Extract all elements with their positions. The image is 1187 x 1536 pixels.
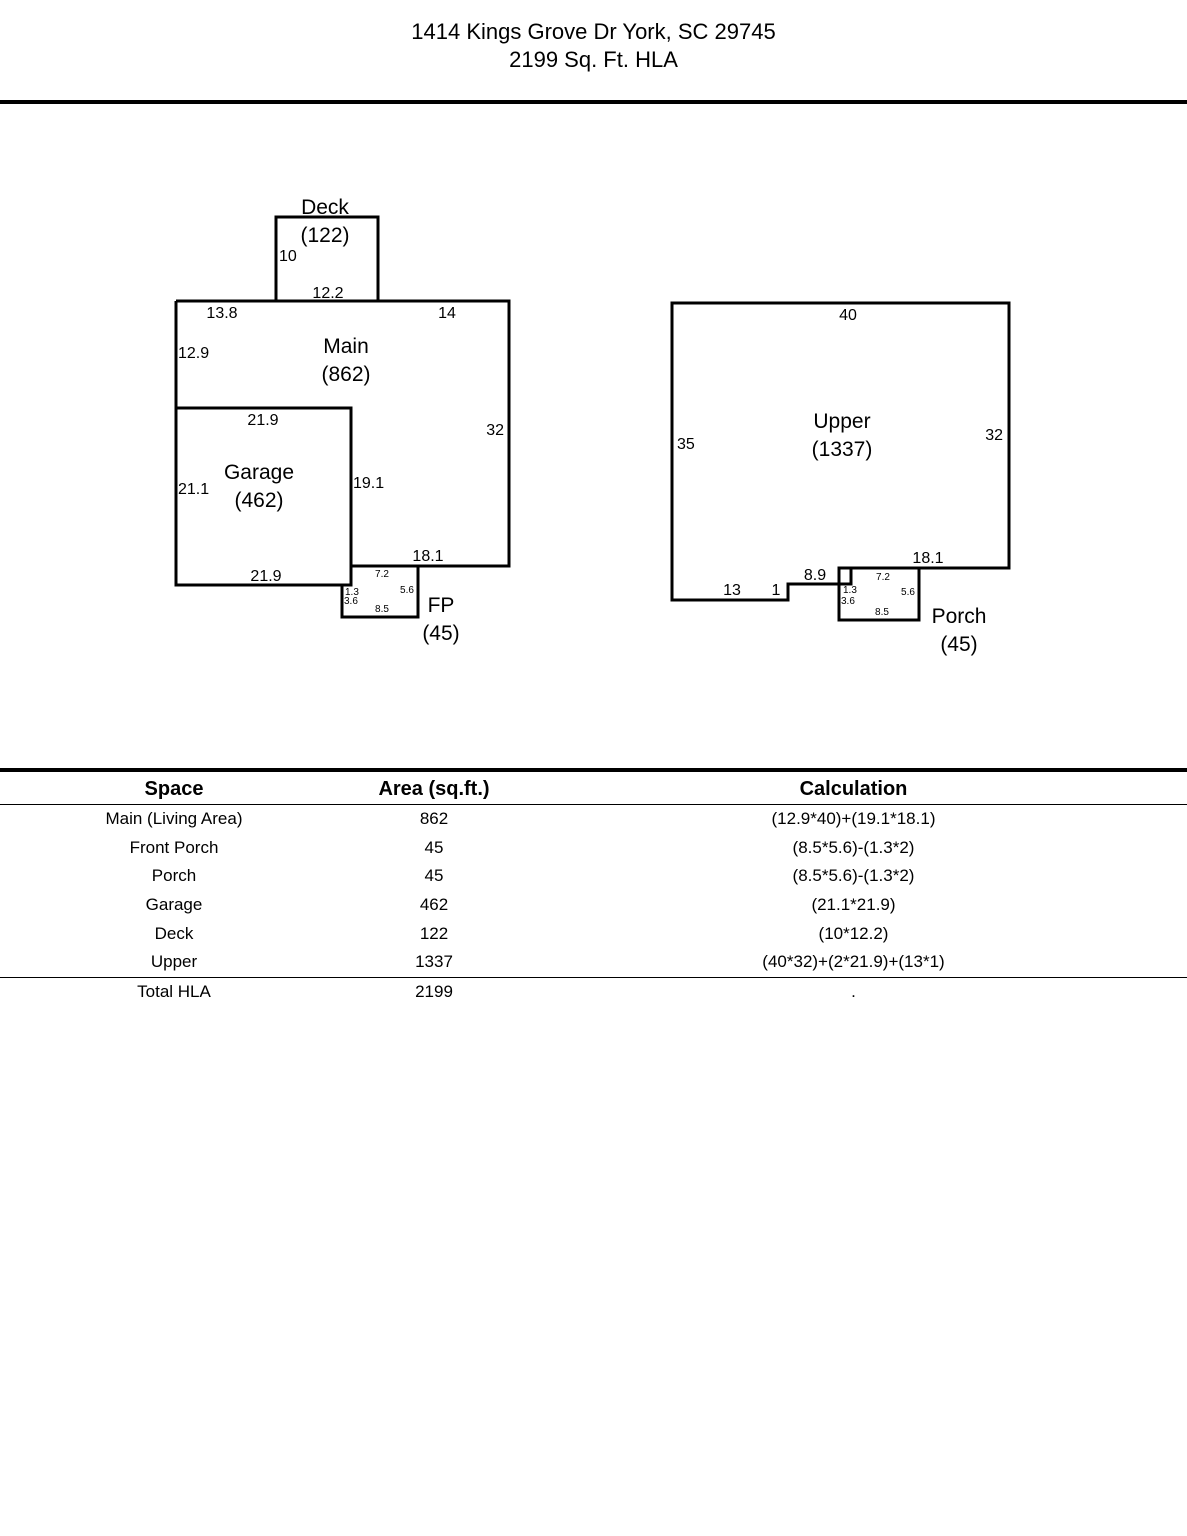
area-calculation-table (0, 774, 1187, 1006)
main-label: Main (323, 335, 369, 358)
porch-area: (45) (940, 633, 978, 656)
garage-area: (462) (234, 489, 284, 512)
table-top-divider (0, 768, 1187, 772)
fp-dim-left-b: 3.6 (344, 596, 358, 607)
hla-total: 2199 Sq. Ft. HLA (509, 47, 678, 72)
header-area: Area (sq.ft.) (348, 774, 520, 805)
row-space: Garage (145, 895, 203, 915)
header-space: Space (0, 774, 348, 805)
row-space: Upper (0, 948, 348, 977)
porch-dim-left-a: 1.3 (843, 585, 857, 596)
row-space: Front Porch (129, 837, 219, 857)
upper-dim-top: 40 (839, 307, 857, 324)
deck-dim-left: 10 (279, 248, 297, 265)
property-address: 1414 Kings Grove Dr York, SC 29745 (411, 19, 776, 44)
row-space: Porch (151, 866, 197, 886)
row-area: 45 (424, 866, 444, 886)
porch-dim-left-b: 3.6 (841, 596, 855, 607)
row-area: 45 (424, 837, 444, 857)
main-dim-bottom: 18.1 (412, 548, 444, 565)
upper-dim-step: 1 (771, 582, 781, 599)
row-calculation: (12.9*40)+(19.1*18.1) (771, 809, 936, 829)
porch-dim-bottom: 8.5 (875, 607, 889, 618)
upper-dim-bottom-mid: 8.9 (803, 567, 827, 584)
row-calculation: (8.5*5.6)-(1.3*2) (792, 866, 915, 886)
upper-dim-bottom-right: 18.1 (912, 550, 944, 567)
header-calculation: Calculation (520, 774, 1187, 805)
fp-dim-bottom: 8.5 (375, 604, 389, 615)
porch-dim-right: 5.6 (901, 587, 915, 598)
porch-label: Porch (931, 605, 987, 628)
main-dim-top-right: 14 (438, 305, 456, 322)
row-area: 1337 (348, 948, 520, 977)
fp-dim-top: 7.2 (375, 569, 389, 580)
deck-dim-bottom: 12.2 (312, 285, 344, 302)
row-area: 862 (419, 809, 449, 829)
upper-area: (1337) (811, 438, 873, 461)
floor-plan-sketch (0, 0, 1187, 760)
row-calculation: (8.5*5.6)-(1.3*2) (792, 837, 915, 857)
upper-dim-bottom-left: 13 (723, 582, 741, 599)
garage-dim-top: 21.9 (247, 412, 279, 429)
table-row (0, 834, 1187, 863)
garage-dim-bottom: 21.9 (250, 568, 282, 585)
table-row (0, 805, 1187, 834)
row-calculation: (10*12.2) (818, 923, 889, 943)
row-calculation: (21.1*21.9) (811, 895, 896, 915)
main-dim-garage-side: 19.1 (353, 475, 385, 492)
upper-dim-right: 32 (985, 427, 1003, 444)
row-calculation: (40*32)+(2*21.9)+(13*1) (520, 948, 1187, 977)
table-row (0, 948, 1187, 977)
main-dim-right: 32 (486, 422, 504, 439)
main-dim-left: 12.9 (178, 345, 210, 362)
row-space: Deck (154, 923, 194, 943)
garage-label: Garage (223, 461, 295, 484)
total-area: 2199 (415, 981, 453, 1001)
main-dim-top-left: 13.8 (206, 305, 238, 322)
table-row (0, 919, 1187, 948)
table-row (0, 862, 1187, 891)
upper-dim-left: 35 (677, 436, 695, 453)
fp-dim-right: 5.6 (400, 585, 414, 596)
main-area: (862) (321, 363, 371, 386)
fp-label: FP (427, 594, 455, 617)
table-row (0, 891, 1187, 920)
total-space: Total HLA (137, 981, 211, 1001)
fp-area: (45) (422, 622, 460, 645)
table-header-row (0, 774, 1187, 805)
table-total-row (0, 977, 1187, 1006)
deck-label: Deck (301, 196, 349, 219)
upper-label: Upper (813, 410, 871, 433)
row-space: Main (Living Area) (105, 809, 243, 829)
row-area: 122 (419, 923, 449, 943)
porch-dim-top: 7.2 (876, 572, 890, 583)
total-calculation: . (851, 981, 856, 1001)
deck-area: (122) (300, 224, 350, 247)
garage-dim-left: 21.1 (178, 481, 210, 498)
row-area: 462 (419, 895, 449, 915)
fp-dim-left-a: 1.3 (345, 587, 359, 598)
